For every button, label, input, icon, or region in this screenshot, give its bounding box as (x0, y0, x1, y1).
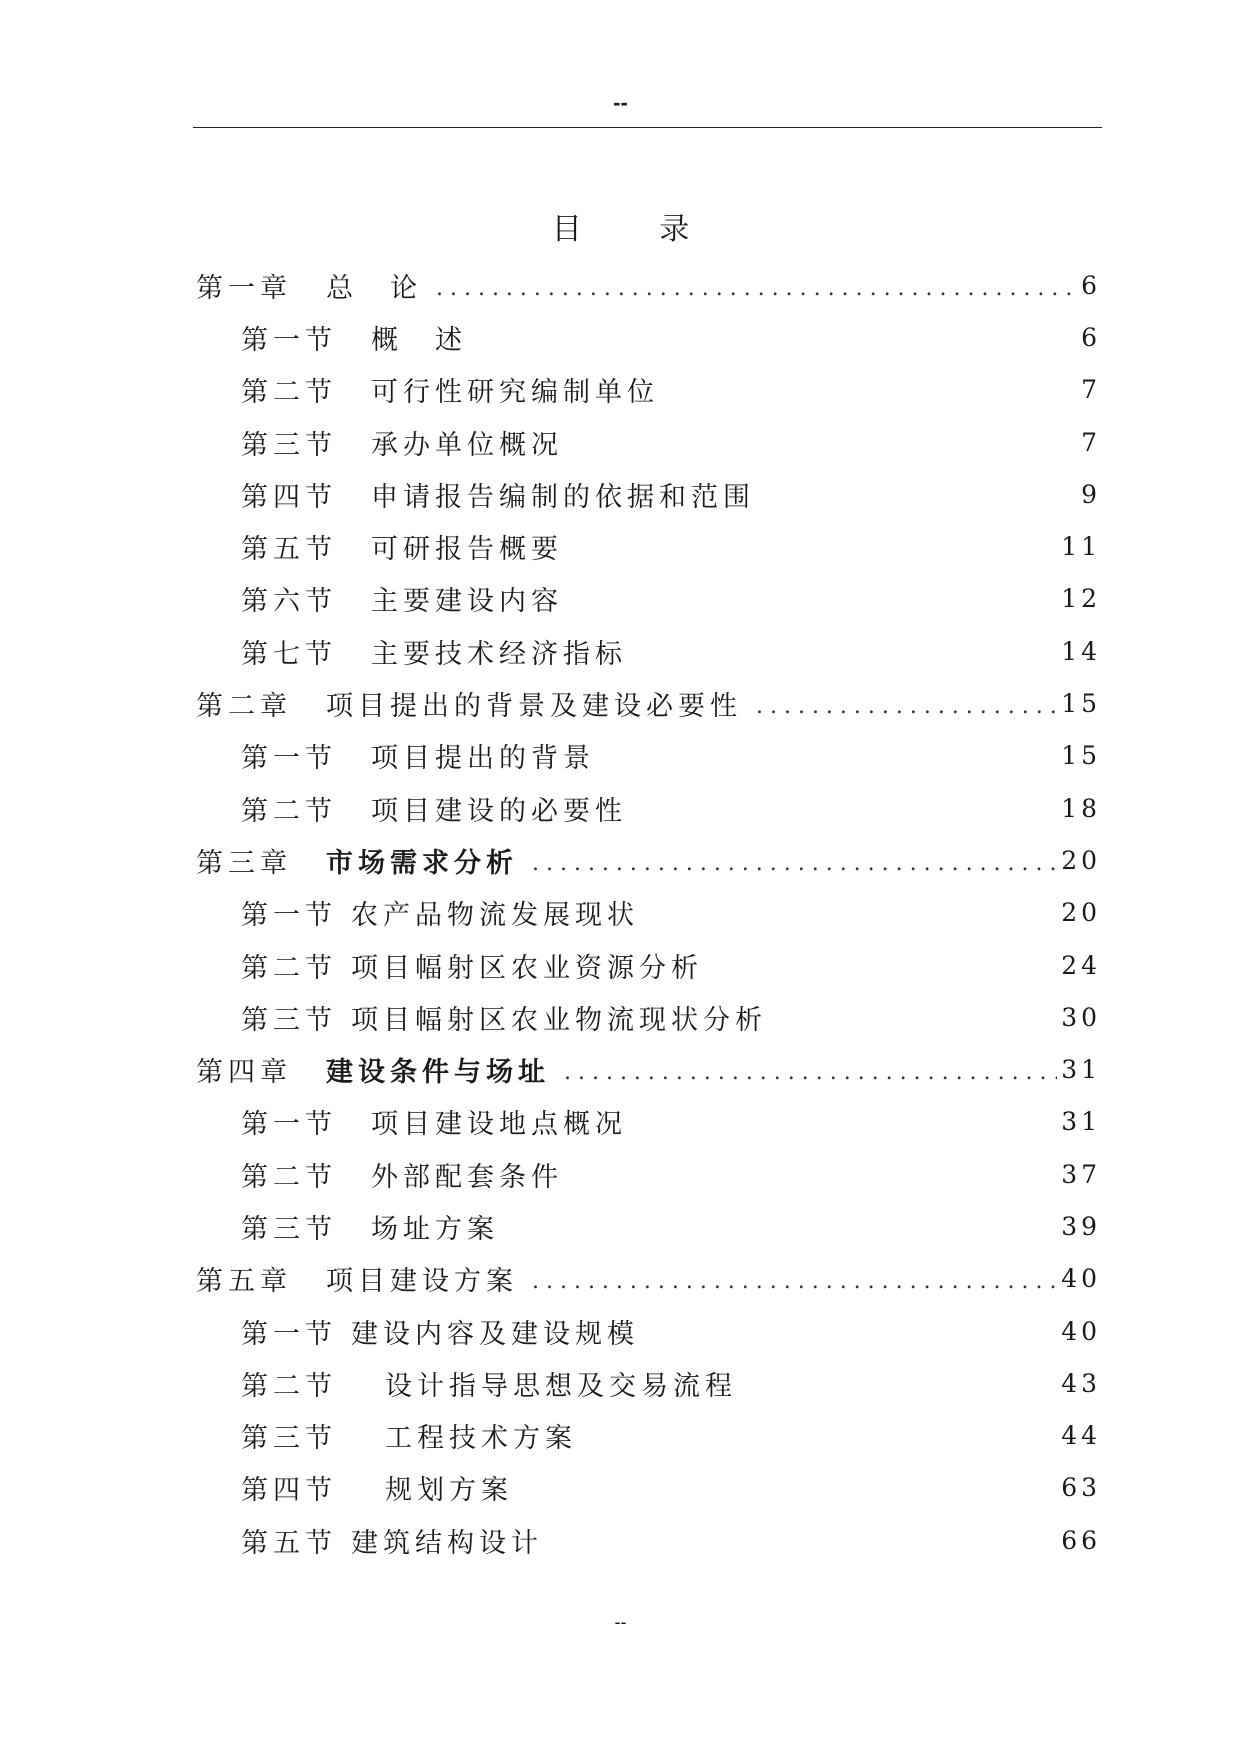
section-number: 第四节 (241, 1475, 337, 1507)
page-number: 18 (1061, 793, 1101, 823)
section-number: 第七节 (241, 638, 337, 670)
page-number: 66 (1061, 1525, 1101, 1555)
dot-leader (436, 276, 1073, 301)
chapter-title: 项目提出的背景及建设必要性 (326, 691, 742, 723)
page-number: 7 (1081, 375, 1101, 405)
page-number: 6 (1081, 322, 1101, 352)
toc-title: 目 录 (551, 212, 724, 247)
chapter-number: 第二章 (196, 691, 292, 723)
page-number: 40 (1061, 1264, 1101, 1294)
toc-section-2-1[interactable] (196, 730, 1101, 782)
toc-section-5-5[interactable] (196, 1514, 1101, 1566)
section-title: 可研报告概要 (371, 534, 563, 566)
section-number: 第一节 (241, 900, 337, 932)
toc-section-1-4[interactable] (196, 468, 1101, 520)
page-number: 20 (1061, 845, 1101, 875)
dot-leader (532, 1269, 1057, 1294)
section-title: 建筑结构设计 (351, 1527, 543, 1559)
section-title: 规划方案 (385, 1475, 513, 1507)
section-title: 申请报告编制的依据和范围 (371, 481, 755, 513)
section-number: 第一节 (241, 1109, 337, 1141)
toc-section-4-1[interactable] (196, 1096, 1101, 1148)
toc-section-1-5[interactable] (196, 520, 1101, 572)
page-number: 39 (1061, 1211, 1101, 1241)
toc-section-4-3[interactable] (196, 1200, 1101, 1252)
chapter-title: 市场需求分析 (326, 847, 518, 879)
page-number: 30 (1061, 1002, 1101, 1032)
section-number: 第二节 (241, 1370, 337, 1402)
toc-section-5-3[interactable] (196, 1410, 1101, 1462)
toc-section-5-2[interactable] (196, 1357, 1101, 1409)
toc-section-1-1[interactable] (196, 311, 1101, 363)
page-number: 14 (1061, 636, 1101, 666)
page-number: 20 (1061, 898, 1101, 928)
toc-section-1-3[interactable] (196, 416, 1101, 468)
toc-chapter-1[interactable] (196, 259, 1101, 311)
section-title: 主要建设内容 (371, 586, 563, 618)
section-title: 可行性研究编制单位 (371, 377, 659, 409)
section-number: 第三节 (241, 1004, 337, 1036)
section-number: 第三节 (241, 429, 337, 461)
section-title: 承办单位概况 (371, 429, 563, 461)
section-number: 第三节 (241, 1213, 337, 1245)
section-title: 概 述 (371, 324, 467, 356)
toc-section-3-2[interactable] (196, 939, 1101, 991)
page-number: 15 (1061, 741, 1101, 771)
page-number: 15 (1061, 689, 1101, 719)
chapter-title: 总 论 (326, 272, 422, 304)
section-number: 第一节 (241, 324, 337, 356)
section-number: 第二节 (241, 377, 337, 409)
section-title: 建设内容及建设规模 (351, 1318, 639, 1350)
toc-chapter-5[interactable] (196, 1253, 1101, 1305)
toc-section-4-2[interactable] (196, 1148, 1101, 1200)
toc-section-1-2[interactable] (196, 364, 1101, 416)
section-number: 第五节 (241, 534, 337, 566)
page-number: 7 (1081, 427, 1101, 457)
page-number: 31 (1061, 1055, 1101, 1085)
page-number: 12 (1061, 584, 1101, 614)
page-number: 43 (1061, 1368, 1101, 1398)
section-number: 第三节 (241, 1423, 337, 1455)
section-title: 农产品物流发展现状 (351, 900, 639, 932)
chapter-number: 第四章 (196, 1057, 292, 1089)
page-number: 37 (1061, 1159, 1101, 1189)
dot-leader (532, 851, 1057, 876)
toc-chapter-2[interactable] (196, 677, 1101, 729)
section-number: 第五节 (241, 1527, 337, 1559)
section-title: 场址方案 (371, 1213, 499, 1245)
dot-leader (564, 1060, 1057, 1085)
section-title: 设计指导思想及交易流程 (385, 1370, 737, 1402)
page-number: 9 (1081, 479, 1101, 509)
page-number: 31 (1061, 1107, 1101, 1137)
section-title: 工程技术方案 (385, 1423, 577, 1455)
toc-chapter-3[interactable] (196, 834, 1101, 886)
toc-section-3-1[interactable] (196, 887, 1101, 939)
section-number: 第一节 (241, 743, 337, 775)
section-title: 项目建设的必要性 (371, 795, 627, 827)
section-number: 第二节 (241, 952, 337, 984)
chapter-number: 第一章 (196, 272, 292, 304)
section-title: 外部配套条件 (371, 1161, 563, 1193)
toc-section-5-1[interactable] (196, 1305, 1101, 1357)
header-mark: -- (613, 90, 628, 115)
section-title: 主要技术经济指标 (371, 638, 627, 670)
section-number: 第六节 (241, 586, 337, 618)
header-rule (193, 127, 1102, 128)
page-number: 40 (1061, 1316, 1101, 1346)
toc-section-1-6[interactable] (196, 573, 1101, 625)
chapter-number: 第五章 (196, 1266, 292, 1298)
page-number: 6 (1081, 270, 1101, 300)
section-number: 第四节 (241, 481, 337, 513)
toc-section-5-4[interactable] (196, 1462, 1101, 1514)
toc-section-2-2[interactable] (196, 782, 1101, 834)
chapter-title: 建设条件与场址 (326, 1057, 550, 1089)
chapter-title: 项目建设方案 (326, 1266, 518, 1298)
section-title: 项目幅射区农业资源分析 (351, 952, 703, 984)
chapter-number: 第三章 (196, 847, 292, 879)
section-title: 项目提出的背景 (371, 743, 595, 775)
toc-section-1-7[interactable] (196, 625, 1101, 677)
section-number: 第一节 (241, 1318, 337, 1350)
section-title: 项目幅射区农业物流现状分析 (351, 1004, 767, 1036)
table-of-contents (196, 259, 1101, 1566)
toc-section-3-3[interactable] (196, 991, 1101, 1043)
section-title: 项目建设地点概况 (371, 1109, 627, 1141)
page-number: 11 (1061, 532, 1101, 562)
section-number: 第二节 (241, 1161, 337, 1193)
page-number: 63 (1061, 1473, 1101, 1503)
page-number: 24 (1061, 950, 1101, 980)
page-number: 44 (1061, 1421, 1101, 1451)
dot-leader (756, 694, 1057, 719)
footer-mark: -- (614, 1612, 627, 1632)
toc-chapter-4[interactable] (196, 1043, 1101, 1095)
section-number: 第二节 (241, 795, 337, 827)
